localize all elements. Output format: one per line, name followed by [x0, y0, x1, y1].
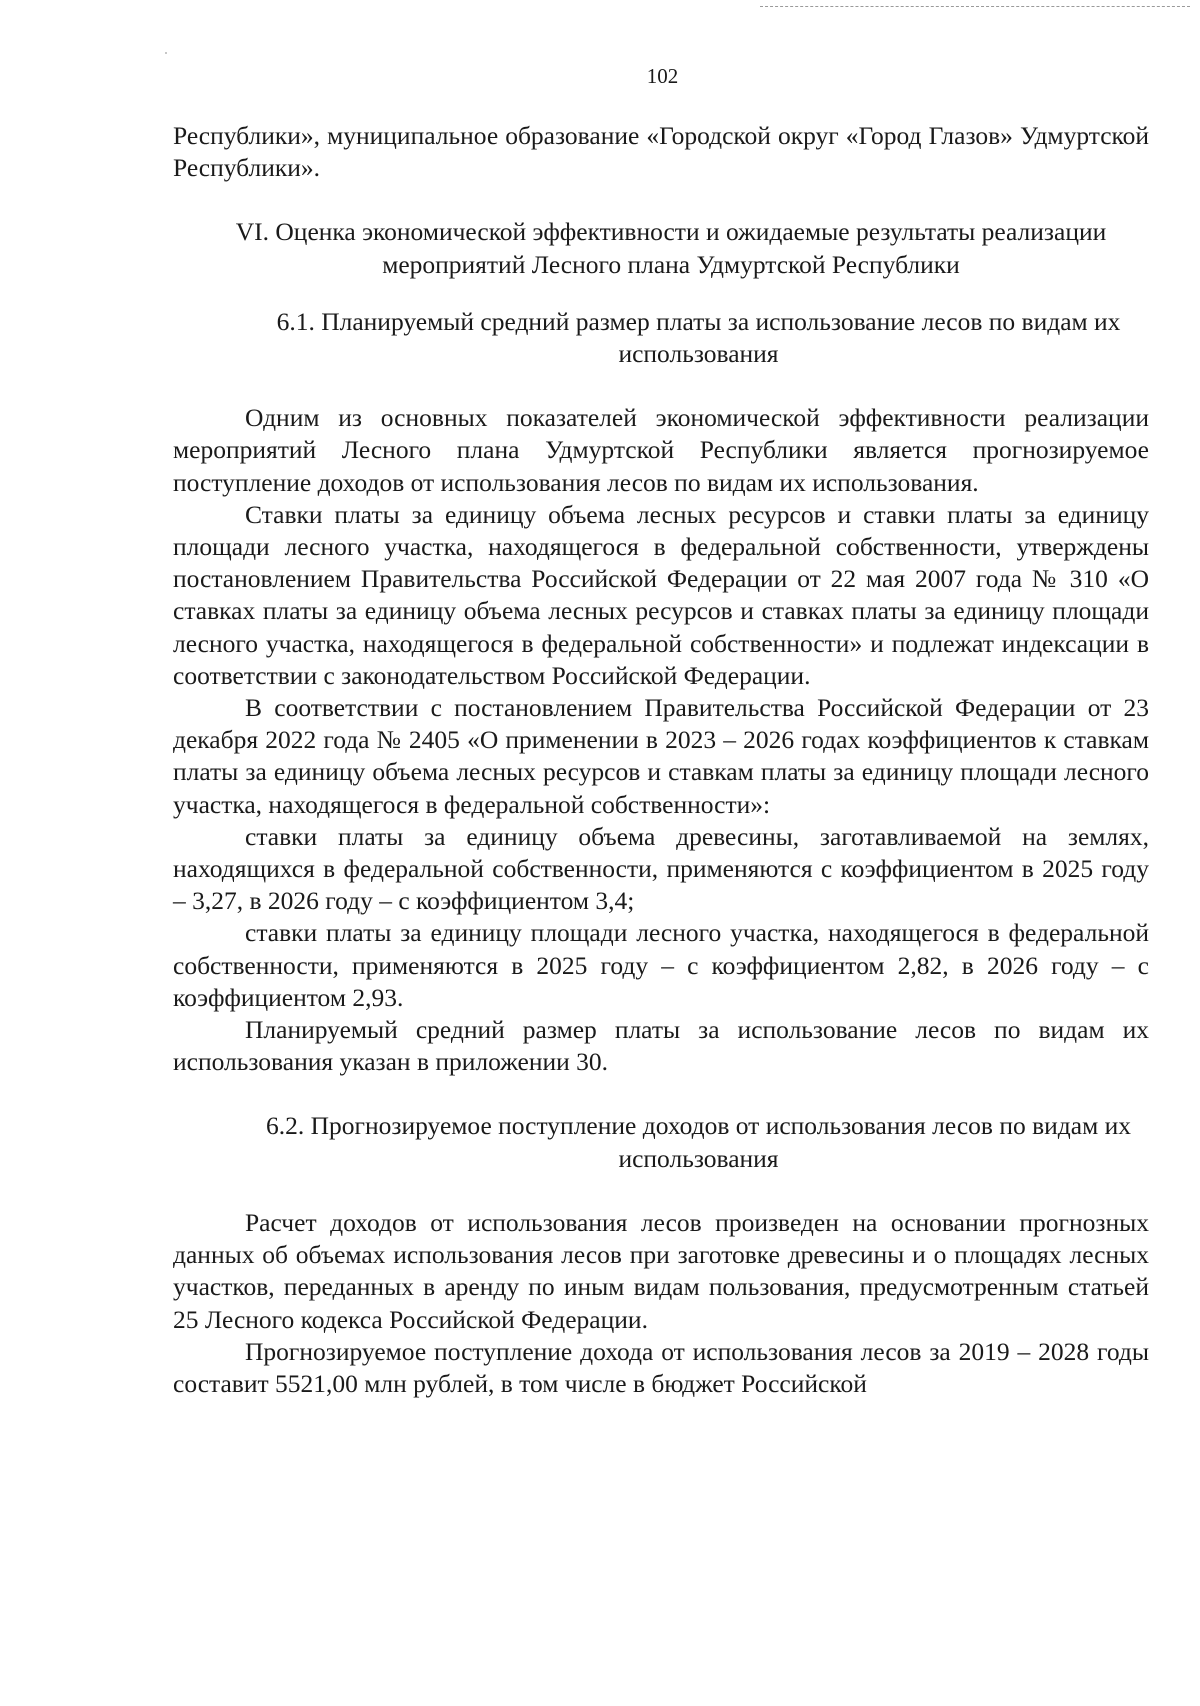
paragraph: Расчет доходов от использования лесов произведен на основании прогнозных данных об объемах использования лесов при заготовке древесины и о площадях лесных участков, переданных в аренду по иным видам пользования, предусмотренным статьей 25 Лесного кодекса Российской Федерации.	[173, 1207, 1149, 1334]
spacer	[173, 184, 1149, 216]
paragraph-continuation: Республики», муниципальное образование «Городской округ «Город Глазов» Удмуртской Республики».	[173, 121, 1149, 183]
paragraph: Планируемый средний размер платы за использование лесов по видам их использования указан в приложении 30.	[173, 1015, 1149, 1077]
spacer	[173, 281, 1149, 306]
paragraph: Ставки платы за единицу объема лесных ресурсов и ставки платы за единицу площади лесного участка, находящегося в федеральной собственности, утверждены постановлением Правительства Российской Федерации от 22 мая 2007 года № 310 «О ставках платы за единицу объема лесных ресурсов и ставках платы за единицу площади лесного участка, находящегося в федеральной собственности» и подлежат индексации в соответствии с законодательством Российской Федерации.	[173, 499, 1149, 690]
document-body	[173, 120, 1149, 1400]
paragraph: Одним из основных показателей экономической эффективности реализации мероприятий Лесного плана Удмуртской Республики является прогнозируемое поступление доходов от использования лесов по видам их использования.	[173, 403, 1149, 497]
paragraph: В соответствии с постановлением Правительства Российской Федерации от 23 декабря 2022 года № 2405 «О применении в 2023 – 2026 годах коэффициентов к ставкам платы за единицу объема лесных ресурсов и ставкам платы за единицу площади лесного участка, находящегося в федеральной собственности»:	[173, 693, 1149, 819]
spacer	[173, 1175, 1149, 1207]
paragraph: ставки платы за единицу объема древесины, заготавливаемой на землях, находящихся в федеральной собственности, применяются с коэффициентом в 2025 году – 3,27, в 2026 году – с коэффициентом 3,4;	[173, 821, 1149, 916]
subsection-heading-6-2: 6.2. Прогнозируемое поступление доходов от использования лесов по видам их использования	[266, 1111, 1131, 1173]
page-number: 102	[646, 64, 679, 88]
scan-edge-line	[760, 6, 1190, 7]
scan-speck	[165, 52, 167, 54]
section-heading-vi: VI. Оценка экономической эффективности и ожидаемые результаты реализации мероприятий Лесного плана Удмуртской Республики	[235, 217, 1107, 279]
paragraph: ставки платы за единицу площади лесного участка, находящегося в федеральной собственности, применяются в 2025 году – с коэффициентом 2,82, в 2026 году – с коэффициентом 2,93.	[173, 918, 1149, 1012]
subsection-heading-6-1: 6.1. Планируемый средний размер платы за использование лесов по видам их использования	[276, 306, 1121, 369]
spacer	[173, 370, 1149, 402]
paragraph: Прогнозируемое поступление дохода от использования лесов за 2019 – 2028 годы составит 5521,00 млн рублей, в том числе в бюджет Российской	[173, 1336, 1149, 1398]
spacer	[173, 1078, 1149, 1110]
